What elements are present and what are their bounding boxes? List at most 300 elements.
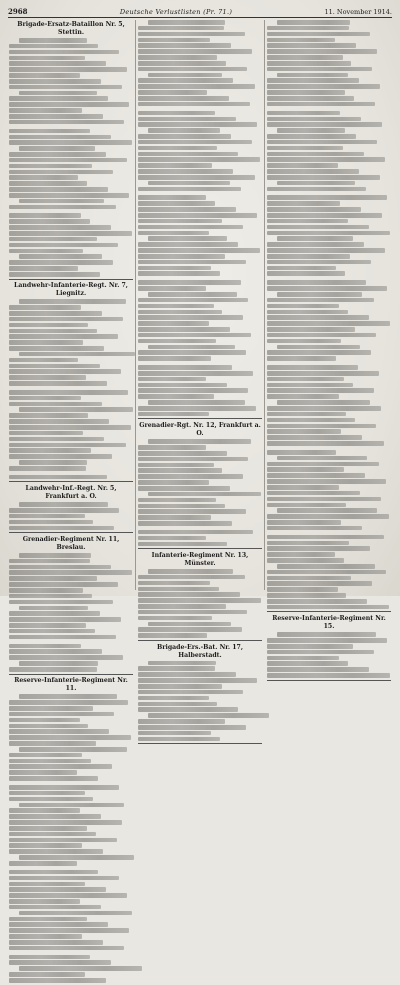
text-line [138,480,209,485]
text-line [267,558,344,563]
text-line [19,407,133,412]
text-line [9,390,128,395]
text-line [138,111,215,116]
text-line [267,581,372,586]
text-line [9,466,86,471]
text-line [267,111,340,116]
text-line [9,928,129,933]
list-section [9,21,133,279]
text-line [9,56,85,61]
text-line [267,102,375,107]
text-line [267,280,366,285]
text-line [138,377,206,382]
text-line [9,946,124,951]
text-line [19,91,97,96]
text-line [267,333,376,338]
section-heading: Grenadier-Regiment Nr. 11, Breslau. [9,536,133,552]
text-line [138,78,233,83]
text-line [267,140,377,145]
text-line [267,266,336,271]
column-1 [9,20,133,592]
text-line [9,158,127,163]
text-line [138,575,245,580]
text-line [138,504,225,509]
text-line [138,394,214,399]
text-line [267,231,390,236]
section-divider [9,279,133,280]
text-line [138,315,243,320]
text-line [9,741,96,746]
text-line [9,649,102,654]
text-line [138,254,225,259]
text-line [148,128,220,133]
text-line [267,388,374,393]
text-line [148,345,235,350]
section-divider [138,548,262,549]
text-line [267,570,386,575]
text-line [9,655,123,660]
text-line [267,593,346,598]
text-line [19,352,136,357]
text-line [267,61,351,66]
section-heading: Grenadier-Rgt. Nr. 12, Frankfurt a. O. [138,422,262,438]
text-line [9,600,113,605]
text-line [138,225,243,230]
list-section [9,282,133,482]
text-line [9,876,119,881]
text-line [138,542,227,547]
text-line [9,565,111,570]
text-line [9,73,80,78]
text-line [9,193,129,198]
text-line [19,460,87,465]
text-line [9,67,127,72]
text-line [138,445,206,450]
text-line [277,292,363,297]
page-title: Deutsche Verlustlisten (Pr. 71.) [120,8,232,16]
text-line [9,785,119,790]
text-line [277,400,370,405]
text-line [148,622,231,627]
section-divider [9,674,133,675]
text-line [9,272,100,277]
text-line [267,546,370,551]
list-section [9,485,133,533]
text-line [138,163,212,168]
text-line [138,55,217,60]
text-line [9,861,77,866]
section-heading: Brigade-Ers.-Bat. Nr. 17, Halberstadt. [138,644,262,660]
text-line [9,323,88,328]
text-line [138,339,216,344]
text-line [9,120,124,125]
text-line [267,339,341,344]
text-line [267,49,377,54]
text-line [138,304,214,309]
text-line [267,260,371,265]
text-line [138,678,257,683]
text-line [267,605,389,610]
text-line [9,955,90,960]
text-line [9,718,80,723]
section-divider [138,640,262,641]
text-line [19,38,87,43]
text-line [267,650,374,655]
text-line [9,243,118,248]
list-section [267,20,391,612]
text-line [138,271,220,276]
text-line [277,632,376,637]
text-line [267,248,385,253]
text-line [9,978,106,983]
text-line [138,707,238,712]
text-line [138,201,215,206]
text-line [277,20,350,25]
text-line [138,32,245,37]
text-line [267,90,345,95]
text-line [9,735,131,740]
text-line [9,594,92,599]
text-line [138,38,210,43]
text-line [9,753,82,758]
text-line [19,694,117,699]
text-line [267,473,365,478]
text-line [138,383,227,388]
text-line [138,498,216,503]
text-line [138,365,232,370]
text-line [267,201,340,206]
text-line [138,242,238,247]
text-line [148,236,227,241]
text-line [267,467,344,472]
section-divider [267,680,391,681]
text-line [138,521,232,526]
text-line [138,684,222,689]
text-line [267,535,384,540]
text-line [138,43,231,48]
text-line [9,175,78,180]
column-divider [264,20,265,590]
text-line [148,569,234,574]
text-line [267,450,336,455]
text-line [138,298,248,303]
text-line [138,175,255,180]
text-line [267,429,341,434]
text-line [9,61,106,66]
text-line [267,576,351,581]
text-line [9,96,108,101]
text-line [9,266,78,271]
text-line [9,629,95,634]
text-line [19,553,91,558]
text-line [9,635,116,640]
text-line [138,515,211,520]
text-line [9,905,101,910]
text-line [19,299,126,304]
text-line [267,163,338,168]
text-line [267,315,369,320]
text-line [9,317,123,322]
text-line [267,661,348,666]
text-line [138,737,220,742]
text-line [277,345,360,350]
text-line [267,321,390,326]
column-divider [135,20,136,590]
section-heading: Landwehr-Inf.-Regt. Nr. 5, Frankfurt a. O. [9,485,133,501]
text-line [9,181,87,186]
text-line [138,157,260,162]
text-line [138,213,257,218]
text-line [267,656,339,661]
text-line [19,254,102,259]
text-line [267,383,353,388]
text-line [138,26,224,31]
text-line [267,32,370,37]
text-line [267,497,381,502]
text-line [138,102,250,107]
text-line [9,437,104,442]
text-line [267,38,335,43]
text-line [138,581,210,586]
text-line [138,627,242,632]
section-divider [9,481,133,482]
text-line [9,50,119,55]
text-line [138,266,211,271]
text-line [9,588,83,593]
text-line [267,526,362,531]
text-line [9,838,117,843]
text-line [138,195,206,200]
text-line [9,340,83,345]
text-line [267,365,358,370]
text-line [138,140,252,145]
text-line [267,134,356,139]
text-line [9,576,97,581]
page-number: 2968 [8,7,27,16]
text-line [267,520,341,525]
list-section [9,677,133,985]
text-line [138,187,241,192]
text-line [148,181,230,186]
text-line [267,491,360,496]
text-line [9,770,77,775]
text-line [138,457,248,462]
text-line [9,776,98,781]
text-line [267,55,343,60]
text-line [267,587,338,592]
text-line [19,199,105,204]
text-line [9,712,114,717]
text-line [138,592,240,597]
text-line [138,672,236,677]
text-line [267,485,339,490]
text-line [9,102,129,107]
text-line [9,882,85,887]
text-line [9,419,109,424]
text-line [138,388,248,393]
text-line [9,820,122,825]
text-line [267,175,380,180]
list-section [267,615,391,680]
text-line [267,271,345,276]
text-line [267,310,348,315]
text-line [9,402,102,407]
text-line [9,187,108,192]
text-line [138,356,211,361]
text-line [9,44,98,49]
text-line [9,797,93,802]
text-line [277,564,375,569]
text-line [9,140,132,145]
text-line [148,713,270,718]
text-line [267,67,372,72]
section-divider [138,418,262,419]
text-line [138,134,231,139]
text-line [19,855,134,860]
text-line [138,260,246,265]
text-line [138,406,256,411]
text-line [9,724,88,729]
text-line [267,435,362,440]
text-line [9,346,104,351]
text-line [267,195,387,200]
text-line [9,231,132,236]
text-line [267,350,371,355]
text-line [267,667,369,672]
text-line [267,514,389,519]
section-heading: Reserve-Infanterie-Regiment Nr. 11. [9,677,133,693]
text-line [267,377,344,382]
text-line [9,164,92,169]
text-line [267,406,381,411]
text-line [9,893,127,898]
text-line [277,73,348,78]
text-line [267,541,349,546]
text-line [9,582,118,587]
text-line [138,371,253,376]
text-line [19,502,108,507]
text-line [9,514,85,519]
text-line [9,225,111,230]
text-line [9,448,91,453]
text-line [277,236,353,241]
text-line [277,181,355,186]
text-line [9,334,118,339]
text-line [138,725,246,730]
text-line [138,321,209,326]
text-line [148,492,261,497]
text-line [148,292,237,297]
text-line [9,79,101,84]
text-line [267,117,361,122]
text-line [9,364,100,369]
text-line [138,633,207,638]
text-line [138,610,247,615]
text-line [9,358,78,363]
text-line [138,310,222,315]
text-line [9,375,86,380]
text-line [267,152,364,157]
text-line [267,242,364,247]
text-line [267,146,343,151]
text-line [9,85,122,90]
column-3 [267,20,391,592]
text-line [267,207,361,212]
text-line [9,934,82,939]
text-line [138,666,215,671]
page-header [8,2,392,18]
text-line [138,169,233,174]
text-line [267,327,355,332]
text-line [9,114,103,119]
text-line [9,152,106,157]
text-line [267,43,356,48]
text-line [138,604,226,609]
text-line [9,475,107,480]
text-line [9,570,132,575]
text-line [9,922,108,927]
text-line [138,474,243,479]
text-line [19,966,142,971]
list-section [138,644,262,744]
text-line [138,231,209,236]
text-line [267,96,354,101]
text-line [138,468,222,473]
text-line [267,169,359,174]
section-heading: Reserve-Infanterie-Regiment Nr. 15. [267,615,391,631]
text-line [9,644,81,649]
text-line [148,661,216,666]
text-line [148,73,222,78]
text-line [9,520,93,525]
text-line [9,311,102,316]
text-line [267,673,390,678]
text-line [9,791,85,796]
text-line [138,587,219,592]
text-line [138,412,209,417]
text-line [9,814,101,819]
text-line [9,213,81,218]
text-line [267,304,339,309]
section-heading: Brigade-Ersatz-Bataillon Nr. 5, Stettin. [9,21,133,37]
text-line [138,90,207,95]
text-line [267,286,387,291]
text-line [267,213,382,218]
text-line [138,598,261,603]
text-line [138,486,230,491]
text-line [267,479,386,484]
text-line [9,843,82,848]
text-line [148,439,251,444]
text-line [277,508,377,513]
list-section [9,536,133,674]
text-line [138,207,236,212]
text-line [267,157,385,162]
text-line [138,49,252,54]
text-line [19,146,95,151]
section-divider [267,611,391,612]
section-heading: Landwehr-Infanterie-Regt. Nr. 7, Liegnitz. [9,282,133,298]
text-line [9,667,97,672]
text-line [9,849,103,854]
text-line [9,170,113,175]
text-line [277,456,368,461]
text-line [138,731,211,736]
text-line [9,611,100,616]
text-line [138,690,243,695]
text-line [9,972,85,977]
text-line [138,696,209,701]
